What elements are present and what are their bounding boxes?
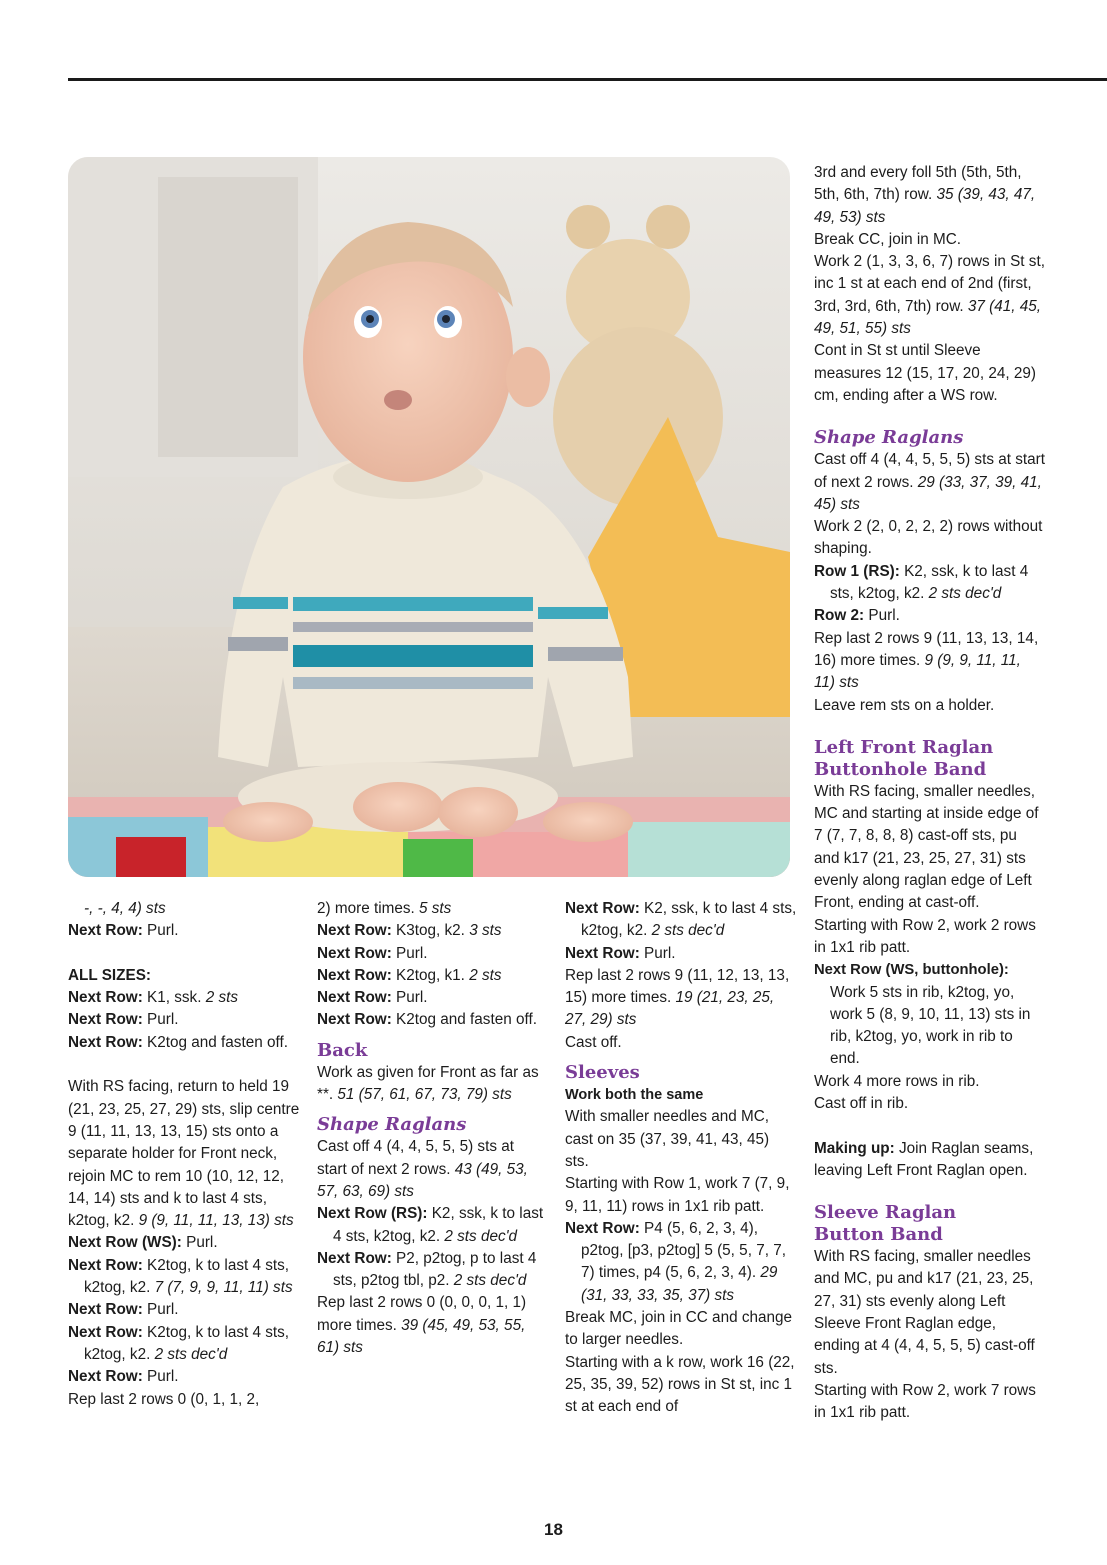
paragraph: With RS facing, return to held 19 (21, 23, 25, 27, 29) sts, slip centre 9 (11, 11, 13, 13, 15) sts onto a separate holder for Front neck, rejoin MC to rem 10 (10, 12, 12, 14, 14) sts and k to last 4 sts, k2tog, k2. 9 (9, 11, 11, 13, 13) sts bbox=[68, 1078, 300, 1230]
instruction-row: Next Row (WS): Purl. bbox=[68, 1234, 218, 1252]
paragraph: Rep last 2 rows 9 (11, 13, 13, 14, 16) more times. 9 (9, 9, 11, 11, 11) sts bbox=[814, 629, 1039, 692]
column-2 bbox=[317, 898, 547, 1359]
paragraph: Work 5 sts in rib, k2tog, yo, work 5 (8, 9, 10, 11, 13) sts in rib, k2tog, yo, work in rib to end. bbox=[830, 983, 1031, 1068]
section-heading-sleeve-raglan: Sleeve Raglan bbox=[814, 1202, 957, 1224]
paragraph: Cast off 4 (4, 4, 5, 5, 5) sts at start of next 2 rows. 43 (49, 53, 57, 63, 69) sts bbox=[317, 1138, 528, 1200]
column-3 bbox=[565, 898, 797, 1419]
paragraph: Break MC, join in CC and change to larger needles. bbox=[565, 1309, 793, 1349]
continued-text: -, -, 4, 4) sts bbox=[84, 900, 166, 917]
instruction-row: Next Row: K2tog, k1. 2 sts bbox=[317, 966, 502, 984]
instruction-row: Next Row: P4 (5, 6, 2, 3, 4), p2tog, [p3, p2tog] 5 (5, 5, 7, 7, 7) times, p4 (5, 6, 2, 3, 4). 29 (31, 33, 33, 35, 37) sts bbox=[565, 1219, 786, 1304]
instruction-row: Next Row: Purl. bbox=[68, 1368, 179, 1386]
paragraph: Rep last 2 rows 0 (0, 1, 1, 2, bbox=[68, 1390, 260, 1408]
section-heading-back: Back bbox=[317, 1039, 368, 1061]
paragraph: Cast off in rib. bbox=[814, 1094, 909, 1112]
section-heading-sleeves: Sleeves bbox=[565, 1062, 640, 1084]
instruction-row: Row 2: Purl. bbox=[814, 607, 900, 625]
paragraph: Work 2 (1, 3, 3, 6, 7) rows in St st, inc 1 st at each end of 2nd (first, 3rd, 3rd, 6th, 7th) row. 37 (41, 45, 49, 51, 55) sts bbox=[814, 253, 1045, 338]
instruction-row: Next Row: P2, p2tog, p to last 4 sts, p2tog tbl, p2. 2 sts dec'd bbox=[317, 1249, 537, 1290]
paragraph: 2) more times. 5 sts bbox=[317, 900, 452, 917]
paragraph: 3rd and every foll 5th (5th, 5th, 5th, 6th, 7th) row. 35 (39, 43, 47, 49, 53) sts bbox=[814, 164, 1036, 226]
instruction-row: Next Row: K3tog, k2. 3 sts bbox=[317, 922, 502, 940]
instruction-row: Next Row: K1, ssk. 2 sts bbox=[68, 989, 239, 1007]
baby-illustration bbox=[68, 157, 790, 877]
instruction-row: Next Row: Purl. bbox=[68, 922, 179, 940]
paragraph: Leave rem sts on a holder. bbox=[814, 696, 995, 714]
instruction-row: Row 1 (RS): K2, ssk, k to last 4 sts, k2tog, k2. 2 sts dec'd bbox=[814, 562, 1029, 603]
instruction-row: Next Row: K2tog, k to last 4 sts, k2tog, k2. 7 (7, 9, 9, 11, 11) sts bbox=[68, 1256, 293, 1297]
subheading: Work both the same bbox=[565, 1087, 704, 1104]
section-heading-shape-raglans: Shape Raglans bbox=[814, 427, 964, 449]
instruction-row: Next Row: Purl. bbox=[317, 989, 428, 1007]
paragraph: Rep last 2 rows 0 (0, 0, 0, 1, 1) more times. 39 (45, 49, 53, 55, 61) sts bbox=[317, 1294, 527, 1357]
paragraph: With RS facing, smaller needles and MC, pu and k17 (21, 23, 25, 27, 31) sts evenly along Left Sleeve Front Raglan edge, ending at 4 (4, 4, 5, 5, 5) cast-off sts. bbox=[814, 1248, 1035, 1377]
instruction-row: Next Row: K2tog and fasten off. bbox=[317, 1011, 537, 1029]
paragraph: Work 2 (2, 0, 2, 2, 2) rows without shaping. bbox=[814, 518, 1043, 558]
instruction-label: Next Row (WS, buttonhole): bbox=[814, 962, 1009, 979]
page-number: 18 bbox=[544, 1520, 563, 1539]
instruction-row: Next Row: Purl. bbox=[68, 1011, 179, 1029]
instruction-row: Next Row: K2tog, k to last 4 sts, k2tog, k2. 2 sts dec'd bbox=[68, 1323, 290, 1363]
instruction-row: Next Row: K2tog and fasten off. bbox=[68, 1033, 288, 1051]
instruction-row: Next Row: Purl. bbox=[68, 1301, 179, 1319]
paragraph: With smaller needles and MC, cast on 35 (37, 39, 41, 43, 45) sts. bbox=[565, 1108, 770, 1170]
section-heading-shape-raglans: Shape Raglans bbox=[317, 1114, 467, 1136]
paragraph: Rep last 2 rows 9 (11, 12, 13, 13, 15) more times. 19 (21, 23, 25, 27, 29) sts bbox=[565, 966, 790, 1029]
paragraph: Break CC, join in MC. bbox=[814, 230, 962, 248]
paragraph: Starting with Row 2, work 2 rows in 1x1 rib patt. bbox=[814, 916, 1036, 956]
paragraph: Cast off 4 (4, 4, 5, 5, 5) sts at start of next 2 rows. 29 (33, 37, 39, 41, 45) sts bbox=[814, 451, 1045, 513]
instruction-row: Next Row: Purl. bbox=[565, 944, 676, 962]
paragraph: Making up: Join Raglan seams, leaving Left Front Raglan open. bbox=[814, 1139, 1034, 1179]
column-4 bbox=[814, 162, 1046, 1425]
paragraph: Work 4 more rows in rib. bbox=[814, 1072, 980, 1090]
section-heading-buttonhole-band: Buttonhole Band bbox=[814, 758, 987, 780]
section-heading-button-band: Button Band bbox=[814, 1224, 943, 1246]
top-rule bbox=[68, 78, 1107, 81]
instruction-row: Next Row: K2, ssk, k to last 4 sts, k2tog, k2. 2 sts dec'd bbox=[565, 900, 797, 940]
paragraph: Cont in St st until Sleeve measures 12 (15, 17, 20, 24, 29) cm, ending after a WS row. bbox=[814, 342, 1036, 404]
instruction-row: Next Row: Purl. bbox=[317, 944, 428, 962]
paragraph: With RS facing, smaller needles, MC and starting at inside edge of 7 (7, 7, 8, 8, 8) cast-off sts, pu and k17 (21, 23, 25, 27, 31) sts evenly along raglan edge of Left Front, ending at cast-off. bbox=[814, 782, 1039, 912]
paragraph: Starting with Row 2, work 7 rows in 1x1 rib patt. bbox=[814, 1381, 1036, 1422]
instruction-row: Next Row (RS): K2, ssk, k to last 4 sts, k2tog, k2. 2 sts dec'd bbox=[317, 1205, 544, 1245]
paragraph: Starting with a k row, work 16 (22, 25, 35, 39, 52) rows in St st, inc 1 st at each end of bbox=[565, 1353, 795, 1416]
paragraph: Work as given for Front as far as **. 51 (57, 61, 67, 73, 79) sts bbox=[317, 1063, 539, 1104]
paragraph: Starting with Row 1, work 7 (7, 9, 9, 11, 11) rows in 1x1 rib patt. bbox=[565, 1175, 790, 1215]
paragraph: Cast off. bbox=[565, 1033, 622, 1051]
baby-photo bbox=[68, 157, 790, 877]
all-sizes-heading: ALL SIZES: bbox=[68, 966, 152, 984]
section-heading-left-front-raglan: Left Front Raglan bbox=[814, 736, 994, 758]
column-1 bbox=[68, 898, 308, 1411]
